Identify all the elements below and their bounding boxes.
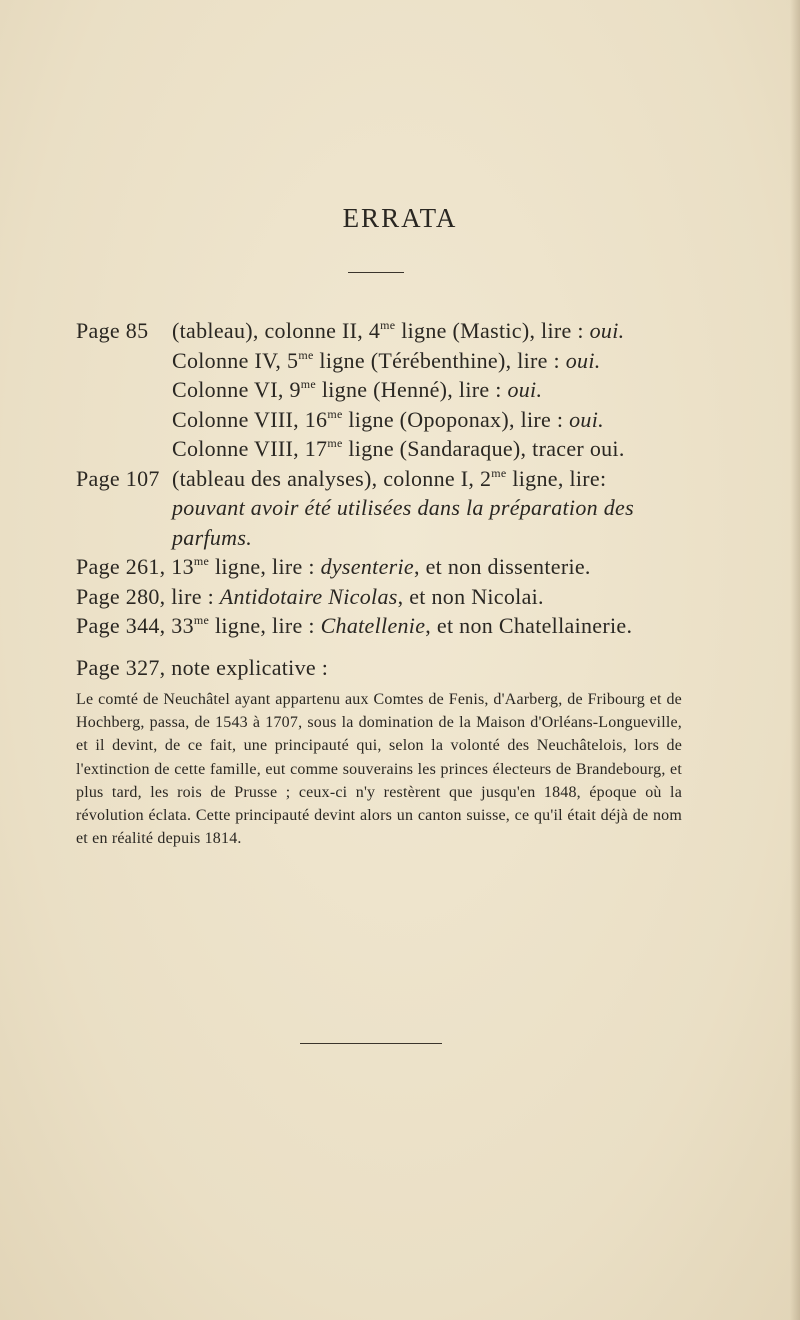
errata-entry bbox=[76, 552, 686, 582]
page-edge-shadow bbox=[790, 0, 800, 1320]
errata-entry bbox=[76, 582, 686, 612]
entry-text: Colonne VIII, $17^{me}$ ligne (Sandaraque), tracer oui. bbox=[172, 436, 625, 461]
errata-list bbox=[76, 316, 686, 682]
errata-entry bbox=[76, 464, 686, 494]
entry-text: (tableau), colonne II, $4^{me}$ ligne (Mastic), lire : oui. bbox=[172, 318, 625, 343]
errata-entry bbox=[76, 434, 686, 464]
entry-text: parfums. bbox=[172, 524, 253, 550]
entry-text: Colonne IV, $5^{me}$ ligne (Térébenthine), lire : oui. bbox=[172, 347, 601, 373]
errata-entry bbox=[76, 375, 686, 405]
entry-text: Colonne VI, $9^{me}$ ligne (Henné), lire : oui. bbox=[172, 377, 543, 402]
note-heading: Page 327, note explicative : bbox=[76, 654, 329, 680]
entry-text: Colonne VIII, $16^{me}$ ligne (Opoponax), lire : oui. bbox=[172, 406, 604, 432]
title-divider bbox=[348, 272, 404, 273]
entry-text: (tableau des analyses), colonne I, $2^{me}$ ligne, lire: bbox=[172, 465, 607, 491]
errata-entry-continuation bbox=[76, 523, 686, 553]
entry-text: Page 344, $33^{me}$ ligne, lire : Chatellenie, et non Chatellainerie. bbox=[76, 613, 633, 638]
entry-text: pouvant avoir été utilisées dans la préparation des bbox=[172, 495, 634, 520]
entry-page-label: Page 107 bbox=[76, 465, 160, 491]
entry-text: Page 261, $13^{me}$ ligne, lire : dysenterie, et non dissenterie. bbox=[76, 554, 591, 579]
entry-page-label: Page 85 bbox=[76, 318, 149, 343]
errata-entry bbox=[76, 611, 686, 641]
entry-text: Page 280, lire : Antidotaire Nicolas, et non Nicolai. bbox=[76, 583, 544, 609]
errata-entry bbox=[76, 405, 686, 435]
errata-entry-continuation bbox=[76, 493, 686, 523]
closing-rule bbox=[300, 1043, 442, 1044]
explanatory-note: Le comté de Neuchâtel ayant appartenu aux Comtes de Fenis, d'Aarberg, de Fribourg et de Hochberg, passa, de 1543 à 1707, sous la domination de la Maison d'Orléans-Longueville, et il devint, de ce fait, une principauté qui, selon la volonté des Neuchâtelois, lors de l'extinction de cette famille, eut comme souverains les princes électeurs de Brandebourg, et plus tard, les rois de Prusse ; ceux-ci n'y restèrent que jusqu'en 1848, époque où la révolution éclata. Cette principauté devint alors un canton suisse, ce qu'il était déjà de nom et en réalité depuis 1814. bbox=[76, 691, 682, 848]
errata-entry bbox=[76, 316, 686, 346]
errata-entry bbox=[76, 346, 686, 376]
page-title: ERRATA bbox=[342, 203, 458, 233]
